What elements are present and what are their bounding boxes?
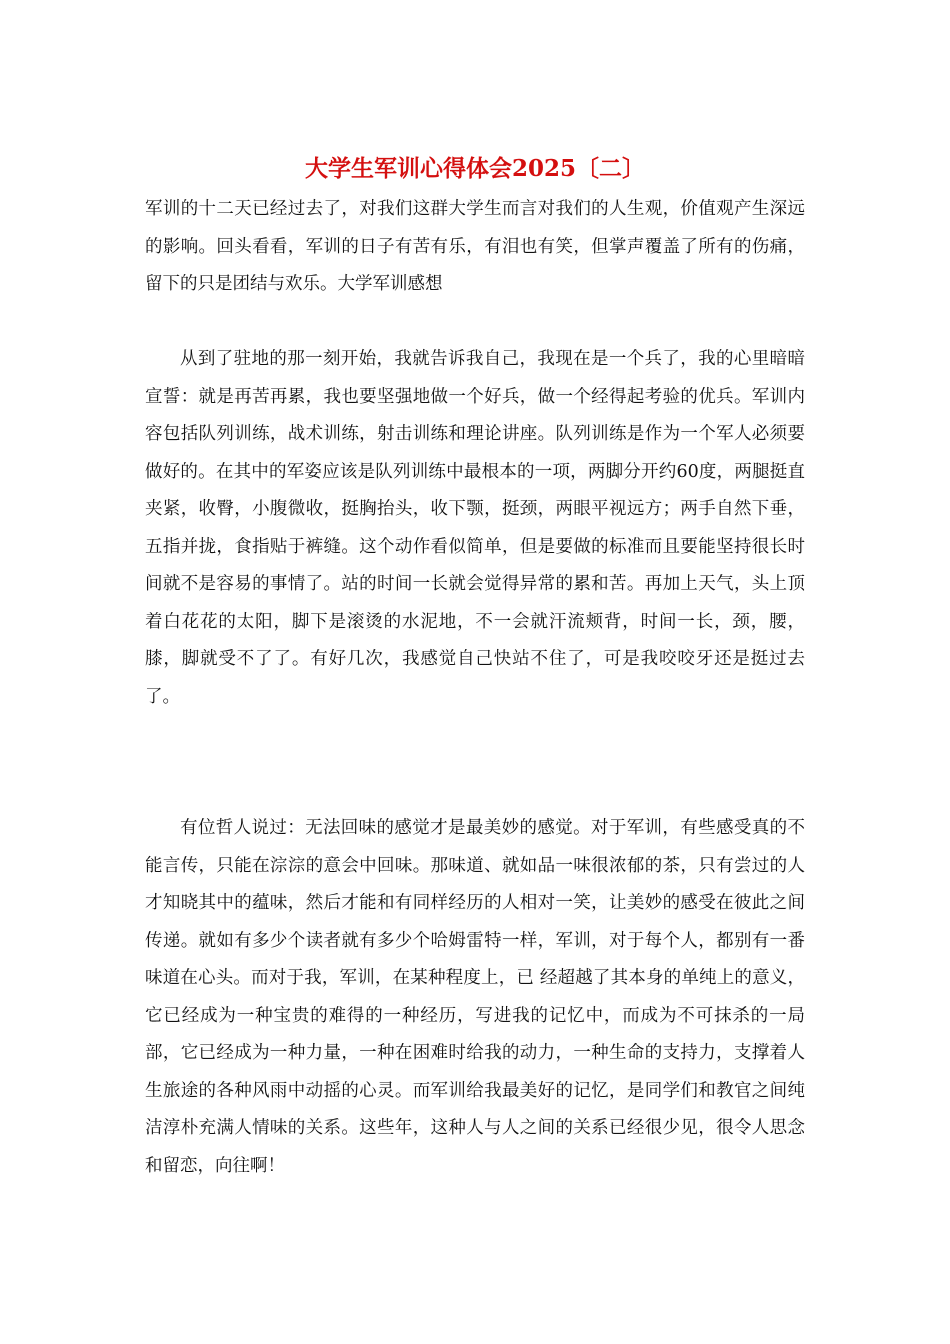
document-title: 大学生军训心得体会2025〔二〕	[304, 155, 645, 182]
paragraph-training: 从到了驻地的那一刻开始，我就告诉我自己，我现在是一个兵了，我的心里暗暗宣誓：就是再苦再累，我也要坚强地做一个好兵，做一个经得起考验的优兵。军训内容包括队列训练，战术训练，射击训练和理论讲座。队列训练是作为一个军人必须要做好的。在其中的军姿应该是队列训练中最根本的一项，两脚分开约60度，两腿挺直夹紧，收臀，小腹微收，挺胸抬头，收下颚，挺颈，两眼平视远方；两手自然下垂，五指并拢，食指贴于裤缝。这个动作看似简单，但是要做的标准而且要能坚持很长时间就不是容易的事情了。站的时间一长就会觉得异常的累和苦。再加上天气，头上顶着白花花的太阳，脚下是滚烫的水泥地，不一会就汗流颊背，时间一长，颈，腰，膝，脚就受不了了。有好几次，我感觉自己快站不住了，可是我咬咬牙还是挺过去了。	[145, 349, 805, 707]
paragraph-intro: 军训的十二天已经过去了，对我们这群大学生而言对我们的人生观，价值观产生深远的影响。回头看看，军训的日子有苦有乐，有泪也有笑，但掌声覆盖了所有的伤痛，留下的只是团结与欢乐。大学军训感想	[145, 199, 805, 294]
paragraph-reflection: 有位哲人说过：无法回味的感觉才是最美妙的感觉。对于军训，有些感受真的不能言传，只能在淙淙的意会中回味。那味道、就如品一味很浓郁的茶，只有尝过的人才知晓其中的蕴味，然后才能和有同样经历的人相对一笑，让美妙的感受在彼此之间传递。就如有多少个读者就有多少个哈姆雷特一样，军训，对于每个人，都别有一番味道在心头。而对于我，军训，在某种程度上，已 经超越了其本身的单纯上的意义，它已经成为一种宝贵的难得的一种经历，写进我的记忆中，而成为不可抹杀的一局部，它已经成为一种力量，一种在困难时给我的动力，一种生命的支持力，支撑着人生旅途的各种风雨中动摇的心灵。而军训给我最美好的记忆，是同学们和教官之间纯洁淳朴充满人情味的关系。这些年，这种人与人之间的关系已经很少见，很令人思念和留恋，向往啊！	[145, 818, 805, 1176]
